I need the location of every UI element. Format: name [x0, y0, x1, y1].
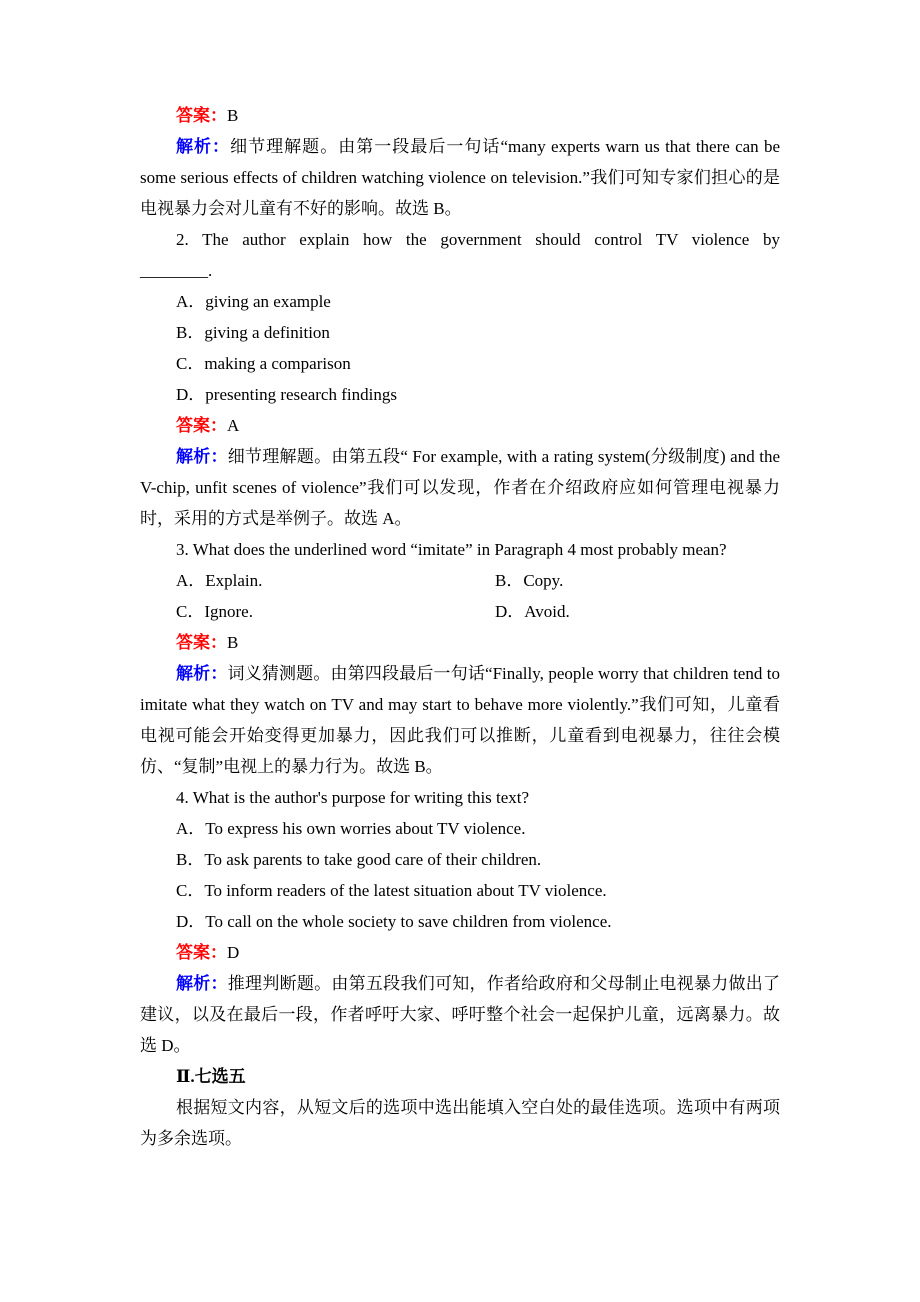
q2-stem	[140, 224, 780, 286]
q2-stem-line1: 2. The author explain how the government should control TV violence by	[176, 230, 780, 249]
q2-option-c: C．making a comparison	[176, 354, 351, 373]
q4-option-a: A．To express his own worries about TV violence.	[176, 819, 526, 838]
analysis-text: 细节理解题。由第五段“ For example, with a rating system(分级制度) and the V-chip, unfit scenes of violence”我们可以发现，作者在介绍政府应如何管理电视暴力时，采用的方式是举例子。故选 A。	[140, 447, 780, 528]
q2-option-d: D．presenting research findings	[176, 385, 397, 404]
q4-answer-line	[140, 937, 780, 968]
analysis-text: 推理判断题。由第五段我们可知，作者给政府和父母制止电视暴力做出了建议，以及在最后一段，作者呼吁大家、呼吁整个社会一起保护儿童，远离暴力。故选 D。	[140, 974, 781, 1055]
q4-analysis	[140, 968, 780, 1061]
q4-stem: 4. What is the author's purpose for writing this text?	[176, 788, 530, 807]
q3-stem: 3. What does the underlined word “imitate” in Paragraph 4 most probably mean?	[176, 540, 727, 559]
answer-label: 答案：	[176, 416, 227, 435]
q3-options-row1	[140, 565, 780, 596]
answer-value: A	[227, 416, 240, 435]
q1-answer-line	[140, 100, 780, 131]
section-heading: Ⅱ.七选五	[176, 1067, 246, 1086]
answer-label: 答案：	[176, 106, 227, 125]
q2-option-a: A．giving an example	[176, 292, 331, 311]
q4-option-b: B．To ask parents to take good care of their children.	[176, 850, 542, 869]
q1-analysis	[140, 131, 780, 224]
analysis-label: 解析：	[176, 664, 228, 683]
answer-value: D	[227, 943, 240, 962]
q3-option-d: D．Avoid.	[495, 602, 570, 621]
answer-value: B	[227, 106, 239, 125]
analysis-label: 解析：	[176, 974, 228, 993]
q3-option-c: C．Ignore.	[176, 602, 253, 621]
q2-option-b: B．giving a definition	[176, 323, 330, 342]
q3-analysis	[140, 658, 780, 782]
q3-option-b: B．Copy.	[495, 571, 564, 590]
q2-stem-blank: ________.	[140, 261, 213, 280]
section-instruction: 根据短文内容，从短文后的选项中选出能填入空白处的最佳选项。选项中有两项为多余选项。	[140, 1098, 780, 1148]
q2-analysis	[140, 441, 780, 534]
answer-label: 答案：	[176, 943, 227, 962]
q3-answer-line	[140, 627, 780, 658]
q4-option-d: D．To call on the whole society to save children from violence.	[176, 912, 612, 931]
document-body	[140, 100, 780, 1154]
analysis-label: 解析：	[176, 137, 231, 156]
analysis-text: 细节理解题。由第一段最后一句话“many experts warn us that there can be some serious effects of children watching violence on television.”我们可知专家们担心的是电视暴力会对儿童有不好的影响。故选 B。	[140, 137, 780, 218]
analysis-text: 词义猜测题。由第四段最后一句话“Finally, people worry that children tend to imitate what they watch on TV and may start to behave more violently.”我们可知，儿童看电视可能会开始变得更加暴力，因此我们可以推断，儿童看到电视暴力，往往会模仿、“复制”电视上的暴力行为。故选 B。	[140, 664, 780, 776]
q4-option-c: C．To inform readers of the latest situation about TV violence.	[176, 881, 607, 900]
analysis-label: 解析：	[176, 447, 228, 466]
q2-answer-line	[140, 410, 780, 441]
answer-label: 答案：	[176, 633, 227, 652]
q3-options-row2	[140, 596, 780, 627]
q3-option-a: A．Explain.	[176, 571, 263, 590]
answer-value: B	[227, 633, 239, 652]
